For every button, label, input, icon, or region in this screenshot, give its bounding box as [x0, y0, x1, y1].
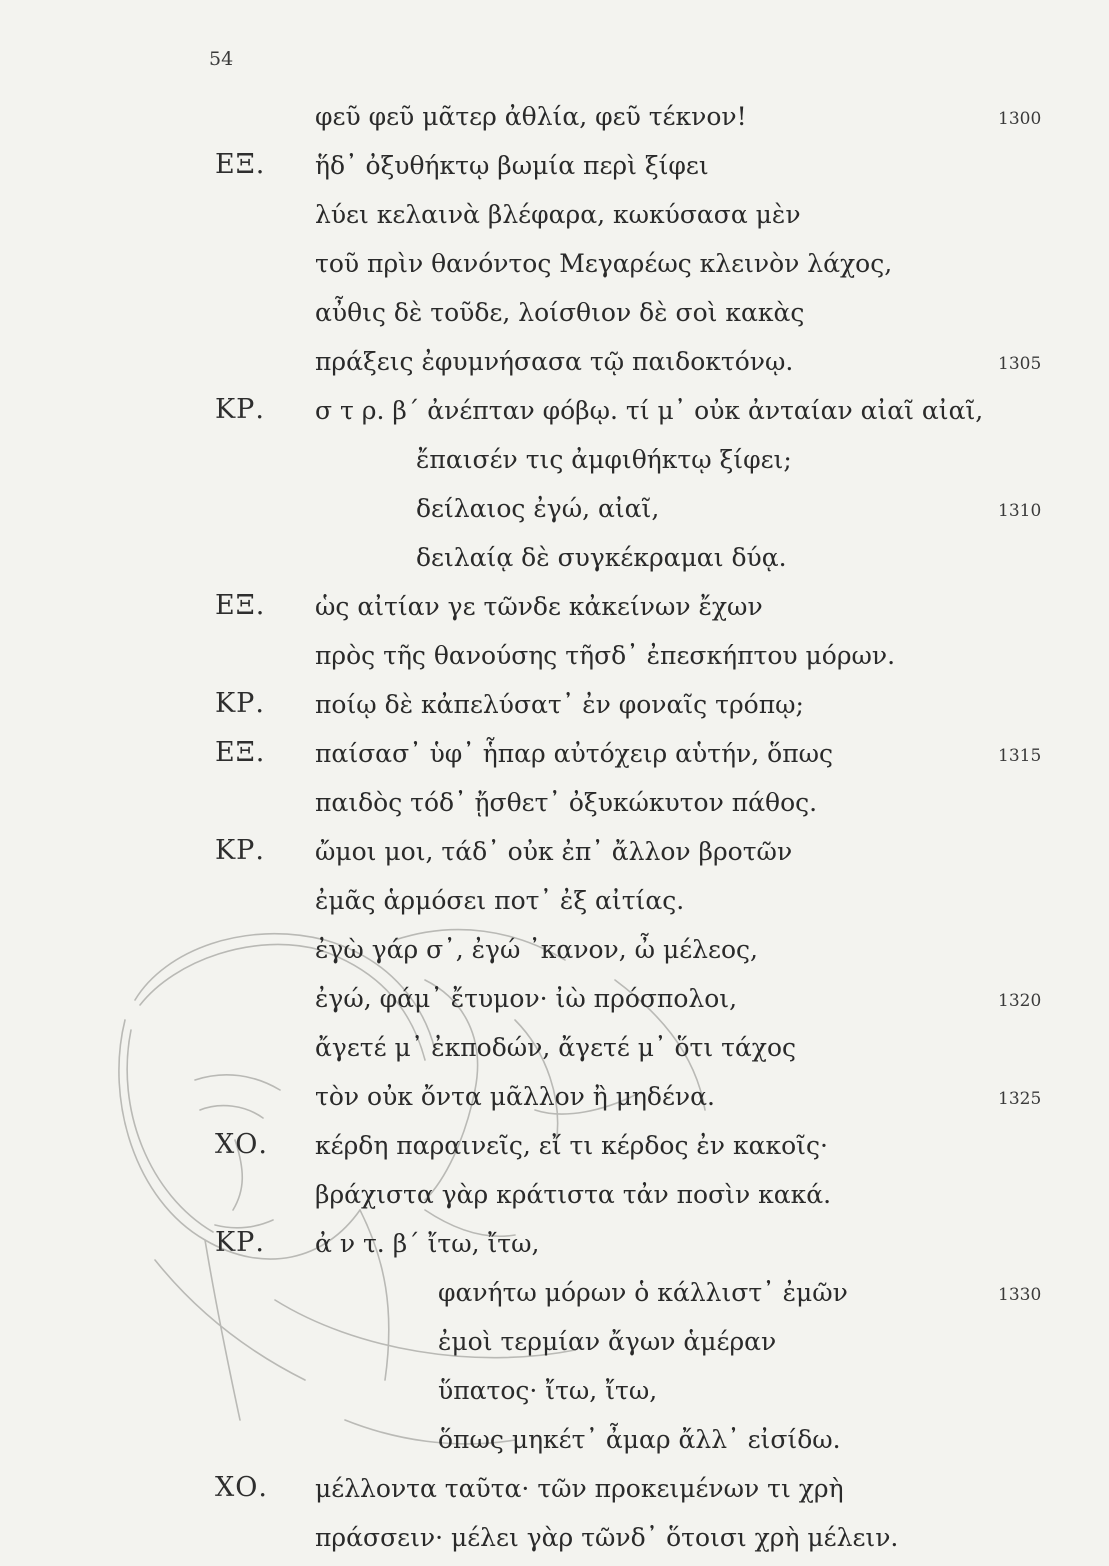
verse-text: ἐμοὶ τερμίαν ἄγων ἁμέραν	[438, 1327, 777, 1356]
verse-text: τὸν οὐκ ὄντα μᾶλλον ἢ μηδένα.	[315, 1082, 715, 1111]
verse-text: ἐγώ, φάμ᾽ ἔτυμον· ἰὼ πρόσπολοι,	[315, 984, 738, 1013]
verse-text: ἥδ᾽ ὀξυθήκτῳ βωμία περὶ ξίφει	[315, 151, 709, 180]
speaker-label: ΕΞ.	[215, 149, 266, 180]
verse-line	[0, 831, 1109, 880]
verse-text: ὤμοι μοι, τάδ᾽ οὐκ ἐπ᾽ ἄλλον βροτῶν	[315, 837, 793, 866]
verse-text: ἐμᾶς ἁρμόσει ποτ᾽ ἐξ αἰτίας.	[315, 886, 685, 915]
speaker-label: ΧΟ.	[215, 1129, 268, 1160]
verse-text: ἀ ν τ. β΄ ἴτω, ἴτω,	[315, 1229, 540, 1258]
line-number: 1305	[998, 354, 1042, 374]
speaker-label: ΚΡ.	[215, 688, 265, 719]
verse-line	[0, 488, 1109, 537]
verse-text: ἐγὼ γάρ σ᾽, ἐγώ ᾽κανον, ὦ μέλεος,	[315, 935, 758, 964]
verse-text: δειλαίᾳ δὲ συγκέκραμαι δύᾳ.	[416, 543, 787, 572]
verse-line	[0, 1370, 1109, 1419]
verse-line	[0, 1174, 1109, 1223]
verse-line	[0, 341, 1109, 390]
verse-line	[0, 782, 1109, 831]
verse-line	[0, 684, 1109, 733]
verse-line	[0, 1419, 1109, 1468]
page-number: 54	[209, 48, 234, 70]
line-number: 1320	[998, 991, 1042, 1011]
verse-line	[0, 1076, 1109, 1125]
verse-line	[0, 1272, 1109, 1321]
verse-text: φεῦ φεῦ μᾶτερ ἀθλία, φεῦ τέκνον!	[315, 102, 747, 131]
speaker-label: ΚΡ.	[215, 394, 265, 425]
verse-line	[0, 145, 1109, 194]
verse-line	[0, 880, 1109, 929]
verse-line	[0, 635, 1109, 684]
verse-text: τοῦ πρὶν θανόντος Μεγαρέως κλεινὸν λάχος,	[315, 249, 893, 278]
verse-line	[0, 292, 1109, 341]
verse-text: παιδὸς τόδ᾽ ᾔσθετ᾽ ὀξυκώκυτον πάθος.	[315, 788, 818, 817]
verse-text: βράχιστα γὰρ κράτιστα τἀν ποσὶν κακά.	[315, 1180, 832, 1209]
verse-line	[0, 390, 1109, 439]
line-number: 1315	[998, 746, 1042, 766]
verse-line	[0, 1321, 1109, 1370]
verse-block	[0, 96, 1109, 1566]
verse-line	[0, 537, 1109, 586]
verse-line	[0, 1517, 1109, 1566]
line-number: 1330	[998, 1285, 1042, 1305]
verse-text: ἔπαισέν τις ἀμφιθήκτῳ ξίφει;	[416, 445, 792, 474]
speaker-label: ΚΡ.	[215, 835, 265, 866]
verse-text: πράσσειν· μέλει γὰρ τῶνδ᾽ ὅτοισι χρὴ μέλειν.	[315, 1523, 899, 1552]
verse-line	[0, 1027, 1109, 1076]
verse-line	[0, 96, 1109, 145]
verse-line	[0, 439, 1109, 488]
verse-text: ποίῳ δὲ κἀπελύσατ᾽ ἐν φοναῖς τρόπῳ;	[315, 690, 804, 719]
verse-line	[0, 243, 1109, 292]
verse-line	[0, 586, 1109, 635]
verse-text: σ τ ρ. β΄ ἀνέπταν φόβῳ. τί μ᾽ οὐκ ἀνταίαν αἰαῖ αἰαῖ,	[315, 396, 984, 425]
verse-line	[0, 1223, 1109, 1272]
verse-text: πράξεις ἐφυμνήσασα τῷ παιδοκτόνῳ.	[315, 347, 794, 376]
speaker-label: ΧΟ.	[215, 1472, 268, 1503]
verse-text: πρὸς τῆς θανούσης τῆσδ᾽ ἐπεσκήπτου μόρων.	[315, 641, 896, 670]
verse-line	[0, 194, 1109, 243]
verse-text: μέλλοντα ταῦτα· τῶν προκειμένων τι χρὴ	[315, 1474, 844, 1503]
verse-text: φανήτω μόρων ὁ κάλλιστ᾽ ἐμῶν	[438, 1278, 848, 1307]
line-number: 1300	[998, 109, 1042, 129]
verse-line	[0, 1468, 1109, 1517]
speaker-label: ΕΞ.	[215, 737, 266, 768]
verse-line	[0, 1125, 1109, 1174]
verse-text: ὕπατος· ἴτω, ἴτω,	[438, 1376, 658, 1405]
verse-text: ὡς αἰτίαν γε τῶνδε κἀκείνων ἔχων	[315, 592, 763, 621]
verse-text: ὅπως μηκέτ᾽ ἆμαρ ἄλλ᾽ εἰσίδω.	[438, 1425, 841, 1454]
verse-line	[0, 978, 1109, 1027]
verse-text: παίσασ᾽ ὑφ᾽ ἧπαρ αὐτόχειρ αὑτήν, ὅπως	[315, 739, 834, 768]
verse-line	[0, 929, 1109, 978]
verse-text: αὖθις δὲ τοῦδε, λοίσθιον δὲ σοὶ κακὰς	[315, 298, 805, 327]
speaker-label: ΕΞ.	[215, 590, 266, 621]
speaker-label: ΚΡ.	[215, 1227, 265, 1258]
line-number: 1310	[998, 501, 1042, 521]
verse-text: ἄγετέ μ᾽ ἐκποδών, ἄγετέ μ᾽ ὅτι τάχος	[315, 1033, 796, 1062]
verse-text: δείλαιος ἐγώ, αἰαῖ,	[416, 494, 660, 523]
line-number: 1325	[998, 1089, 1042, 1109]
verse-text: λύει κελαινὰ βλέφαρα, κωκύσασα μὲν	[315, 200, 801, 229]
verse-text: κέρδη παραινεῖς, εἴ τι κέρδος ἐν κακοῖς·	[315, 1131, 828, 1160]
verse-line	[0, 733, 1109, 782]
